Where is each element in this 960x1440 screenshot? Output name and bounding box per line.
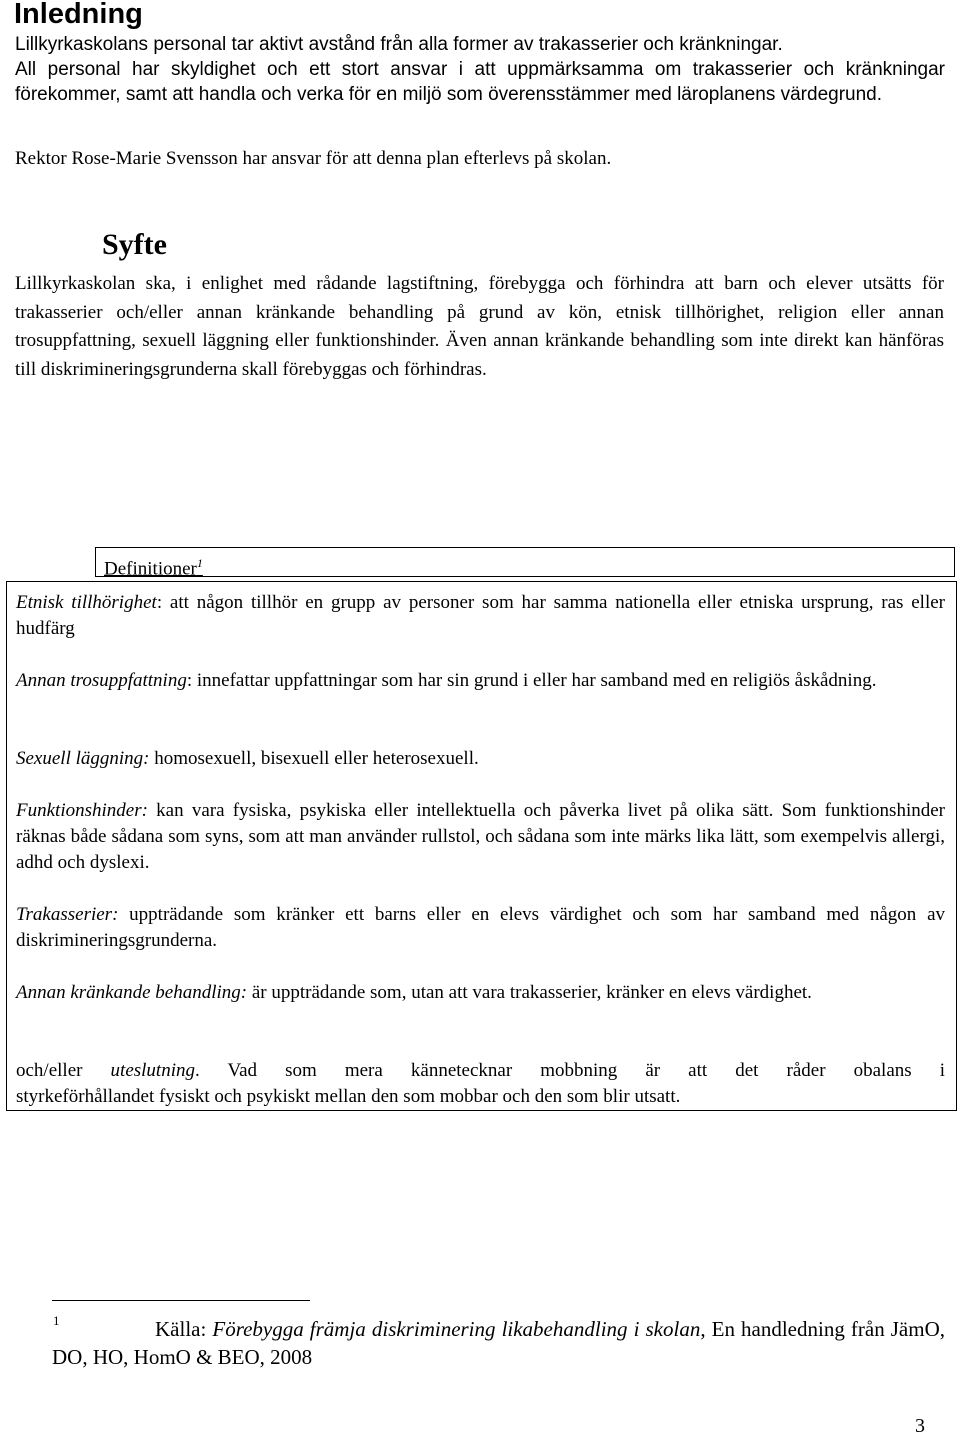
definition-text: är uppträdande som, utan att vara trakasserier, kränker en elevs värdighet. (247, 982, 812, 1003)
heading-inledning: Inledning (14, 0, 143, 30)
footnote-source-title: Förebygga främja diskriminering likabehandling i skolan (212, 1317, 701, 1341)
definitions-title (104, 551, 203, 581)
definition-term: Etnisk tillhörighet (16, 592, 157, 613)
definition-annan-krankande-behandling (16, 980, 945, 1006)
definition-term: Trakasserier: (16, 904, 119, 925)
definition-text: innefattar uppfattningar som har sin grund i eller har samband med en religiös åskådning. (192, 670, 877, 691)
footnote-reference: 1 (196, 556, 203, 570)
definition-text: homosexuell, bisexuell eller heterosexuell. (149, 748, 479, 769)
footnote-mark: 1 (53, 1313, 60, 1328)
definition-text: uppträdande som kränker ett barns eller en elevs värdighet och som har samband med någon av diskrimineringsgrunderna. (16, 904, 945, 951)
definition-uteslutning-line-2: styrkeförhållandet fysiskt och psykiskt mellan den som mobbar och den som blir utsatt. (16, 1086, 681, 1107)
definitions-title-box (95, 547, 955, 580)
footnote-prefix: Källa: (155, 1317, 213, 1341)
definition-text: . Vad som mera kännetecknar mobbning är att det råder obalans i (195, 1060, 946, 1081)
intro-text (15, 32, 945, 107)
definition-term: Sexuell läggning: (16, 748, 150, 769)
definition-uteslutning-line-1 (16, 1058, 945, 1084)
definition-term: Funktionshinder: (16, 800, 148, 821)
heading-syfte: Syfte (102, 228, 167, 261)
definition-text: att någon tillhör en grupp av personer som har samma nationella eller etniska ursprung, ras eller hudfärg (16, 592, 945, 639)
page-number: 3 (915, 1415, 925, 1437)
intro-paragraph-1: Lillkyrkaskolans personal tar aktivt avstånd från alla former av trakasserier och kränkningar. (15, 34, 783, 55)
syfte-paragraph: Lillkyrkaskolan ska, i enlighet med rådande lagstiftning, förebygga och förhindra att barn och elever utsätts för trakasserier och/eller annan kränkande behandling på grund av kön, etnisk tillhörighet, religion eller annan trosuppfattning, sexuell läggning eller funktionshinder. Även annan kränkande behandling som inte direkt kan hänföras till diskrimineringsgrunderna skall förebyggas och förhindras. (15, 273, 944, 380)
footnote-text (52, 1315, 945, 1371)
definition-separator: : (186, 670, 193, 691)
definition-trakasserier (16, 902, 945, 954)
definition-annan-trosuppfattning (16, 668, 945, 694)
definition-term: uteslutning (110, 1060, 195, 1081)
definition-term: Annan kränkande behandling: (16, 982, 248, 1003)
definitions-box (6, 581, 957, 1111)
footnote-suffix: , En handledning från JämO, DO, HO, HomO & BEO, 2008 (52, 1317, 945, 1369)
definition-etnisk-tillhorighet (16, 590, 945, 642)
definitions-title-text: Definitioner (104, 558, 197, 580)
intro-paragraph-2: All personal har skyldighet och ett stort ansvar i att uppmärksamma om trakasserier och kränkningar förekommer, samt att handla och verka för en miljö som överensstämmer med läroplanens värdegrund. (15, 59, 945, 105)
rektor-paragraph: Rektor Rose-Marie Svensson har ansvar för att denna plan efterlevs på skolan. (15, 148, 612, 169)
definition-sexuell-laggning (16, 746, 945, 772)
definition-funktionshinder (16, 798, 945, 876)
definition-separator: : (156, 592, 163, 613)
definition-term: Annan trosuppfattning (16, 670, 187, 691)
definition-text: kan vara fysiska, psykiska eller intellektuella och påverka livet på olika sätt. Som funktionshinder räknas både sådana som syns, som att man använder rullstol, och sådana som inte märks lika lätt, som exempelvis allergi, adhd och dyslexi. (16, 800, 945, 873)
definition-text: och/eller (16, 1060, 111, 1081)
footnote-separator (52, 1300, 310, 1301)
